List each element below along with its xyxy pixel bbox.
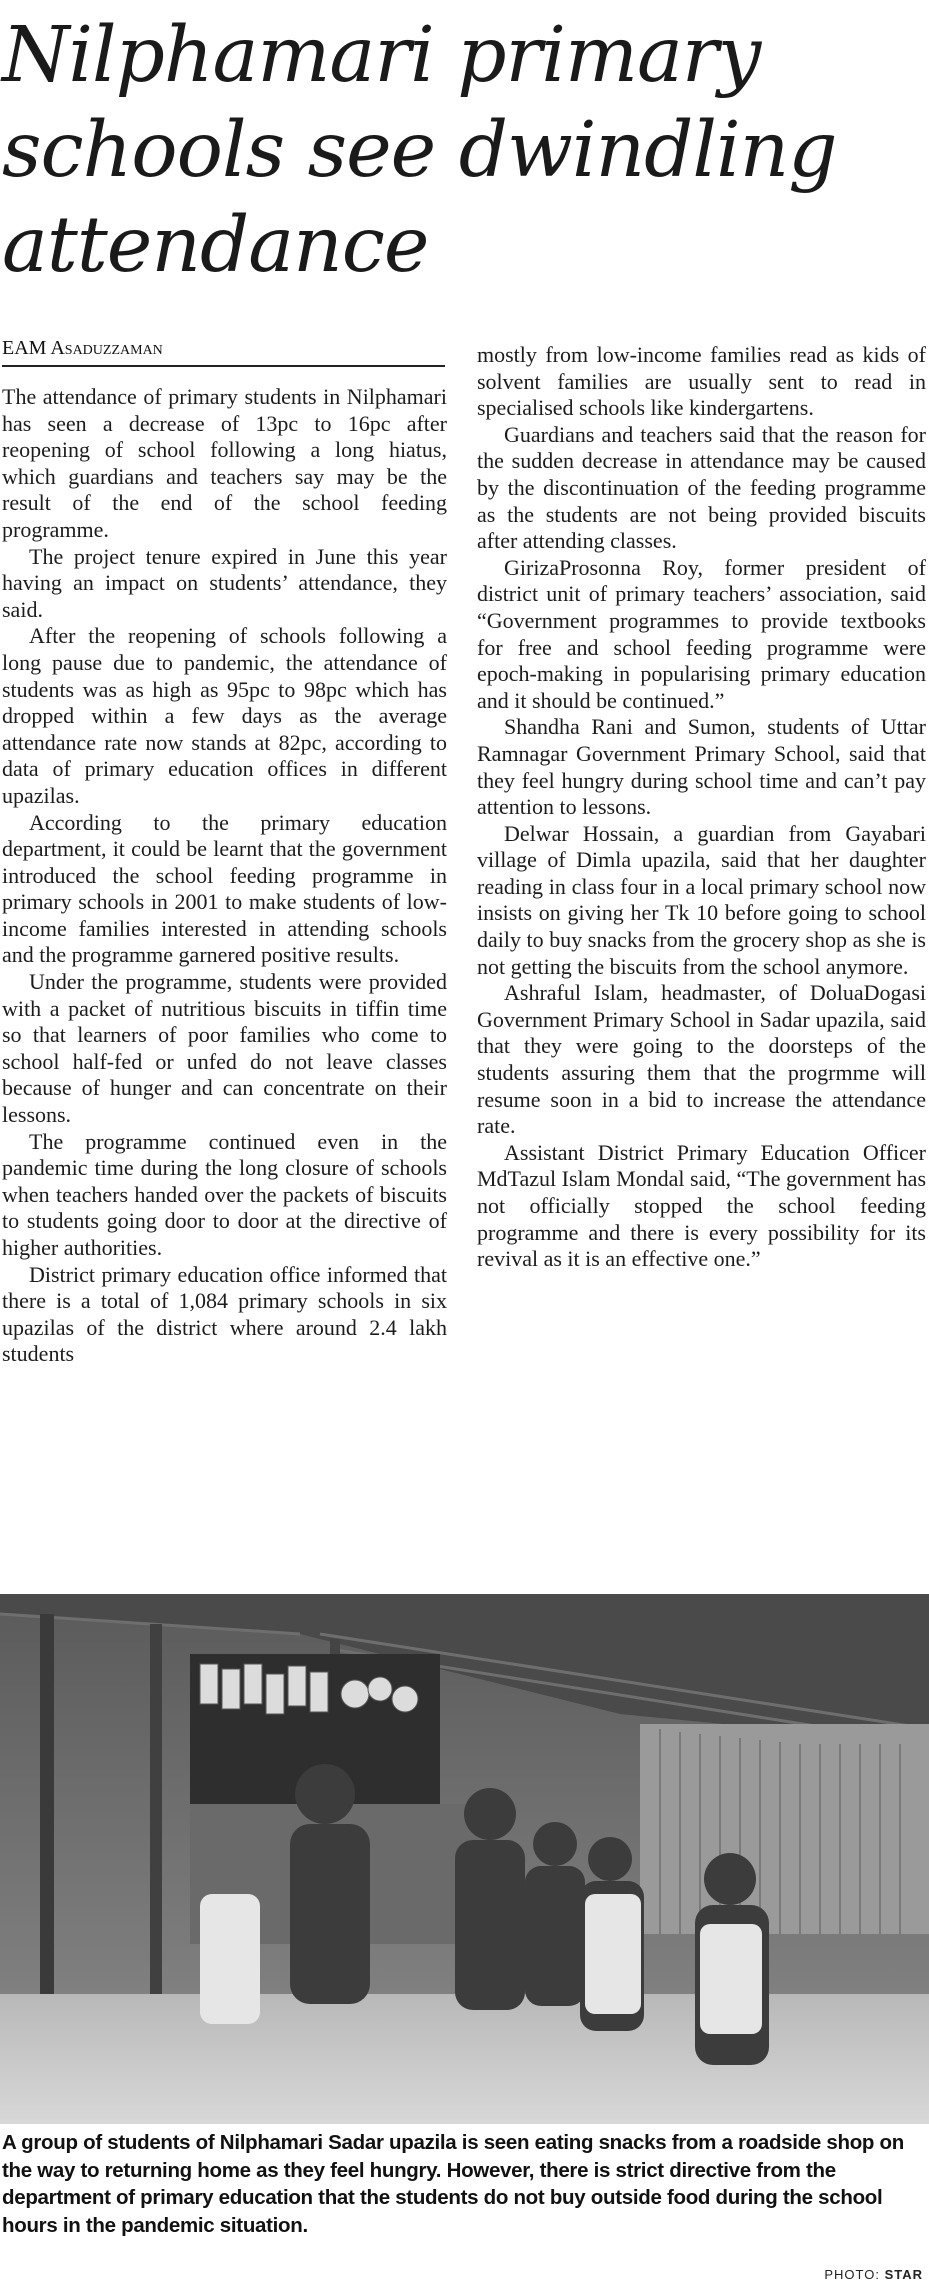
photo-credit xyxy=(824,2267,923,2282)
article-paragraph: Delwar Hossain, a guardian from Gayabari village of Dimla upazila, said that her daughter reading in class four in a local primary school now insists on giving her Tk 10 before going to school daily to buy snacks from the grocery shop as she is not getting the biscuits from the school anymore. xyxy=(477,820,926,979)
article-paragraph: Guardians and teachers said that the reason for the sudden decrease in attendance may be caused by the discontinuation of the feeding programme as the students are not being provided biscuits after attending classes. xyxy=(477,421,926,554)
photo-credit-source: STAR xyxy=(884,2267,923,2282)
article-paragraph: District primary education office informed that there is a total of 1,084 primary schools in six upazilas of the district where around 2.4 lakh students xyxy=(2,1261,447,1367)
news-photo xyxy=(0,1594,929,2124)
article-paragraph: After the reopening of schools following a long pause due to pandemic, the attendance of students was as high as 95pc to 98pc which has dropped within a few days as the average attendance rate now stands at 82pc, according to data of primary education offices in different upazilas. xyxy=(2,623,447,808)
article-paragraph: Shandha Rani and Sumon, students of Uttar Ramnagar Government Primary School, said that they feel hungry during school time and can’t pay attention to lessons. xyxy=(477,714,926,820)
article-paragraph: The project tenure expired in June this year having an impact on students’ attendance, they said. xyxy=(2,543,447,622)
photo-caption: A group of students of Nilphamari Sadar upazila is seen eating snacks from a roadside shop on the way to returning home as they feel hungry. However, there is strict directive from the department of primary education that the students do not buy outside food during the school hours in the pandemic situation. xyxy=(2,2131,904,2237)
article-paragraph: According to the primary education department, it could be learnt that the government introduced the school feeding programme in primary schools in 2001 to make students of low-income families interested in attending schools and the programme garnered positive results. xyxy=(2,809,447,968)
article-paragraph: Under the programme, students were provided with a packet of nutritious biscuits in tiffin time so that learners of poor families who come to school half-fed or unfed do not leave classes because of hunger and can concentrate on their lessons. xyxy=(2,969,447,1128)
article-paragraph-continued: mostly from low-income families read as kids of solvent families are usually sent to read in specialised schools like kindergartens. xyxy=(477,342,926,421)
article-paragraph: Ashraful Islam, headmaster, of DoluaDogasi Government Primary School in Sadar upazila, said that they were going to the doorsteps of the students assuring them that the progrmme will resume soon in a bid to increase the attendance rate. xyxy=(477,980,926,1139)
article-paragraph: Assistant District Primary Education Officer MdTazul Islam Mondal said, “The government has not officially stopped the school feeding programme and there is every possibility for its revival as it is an effective one.” xyxy=(477,1139,926,1272)
byline: EAM Asaduzzaman xyxy=(2,336,445,367)
headline: Nilphamari primary schools see dwindling attendance xyxy=(2,11,837,290)
photo-credit-prefix: PHOTO: xyxy=(824,2267,880,2282)
article-paragraph: The attendance of primary students in Nilphamari has seen a decrease of 13pc to 16pc after reopening of school following a long hiatus, which guardians and teachers say may be the result of the end of the school feeding programme. xyxy=(2,384,447,542)
article-paragraph: GirizaProsonna Roy, former president of district unit of primary teachers’ association, said “Government programmes to provide textbooks for free and school feeding programme were epoch-making in popularising primary education and it should be continued.” xyxy=(477,554,926,713)
article-paragraph: The programme continued even in the pandemic time during the long closure of schools when teachers handed over the packets of biscuits to students going door to door at the directive of higher authorities. xyxy=(2,1128,447,1260)
article-column-left xyxy=(2,384,447,1368)
article-column-right xyxy=(477,342,926,1273)
photo-illustration xyxy=(0,1594,929,2124)
